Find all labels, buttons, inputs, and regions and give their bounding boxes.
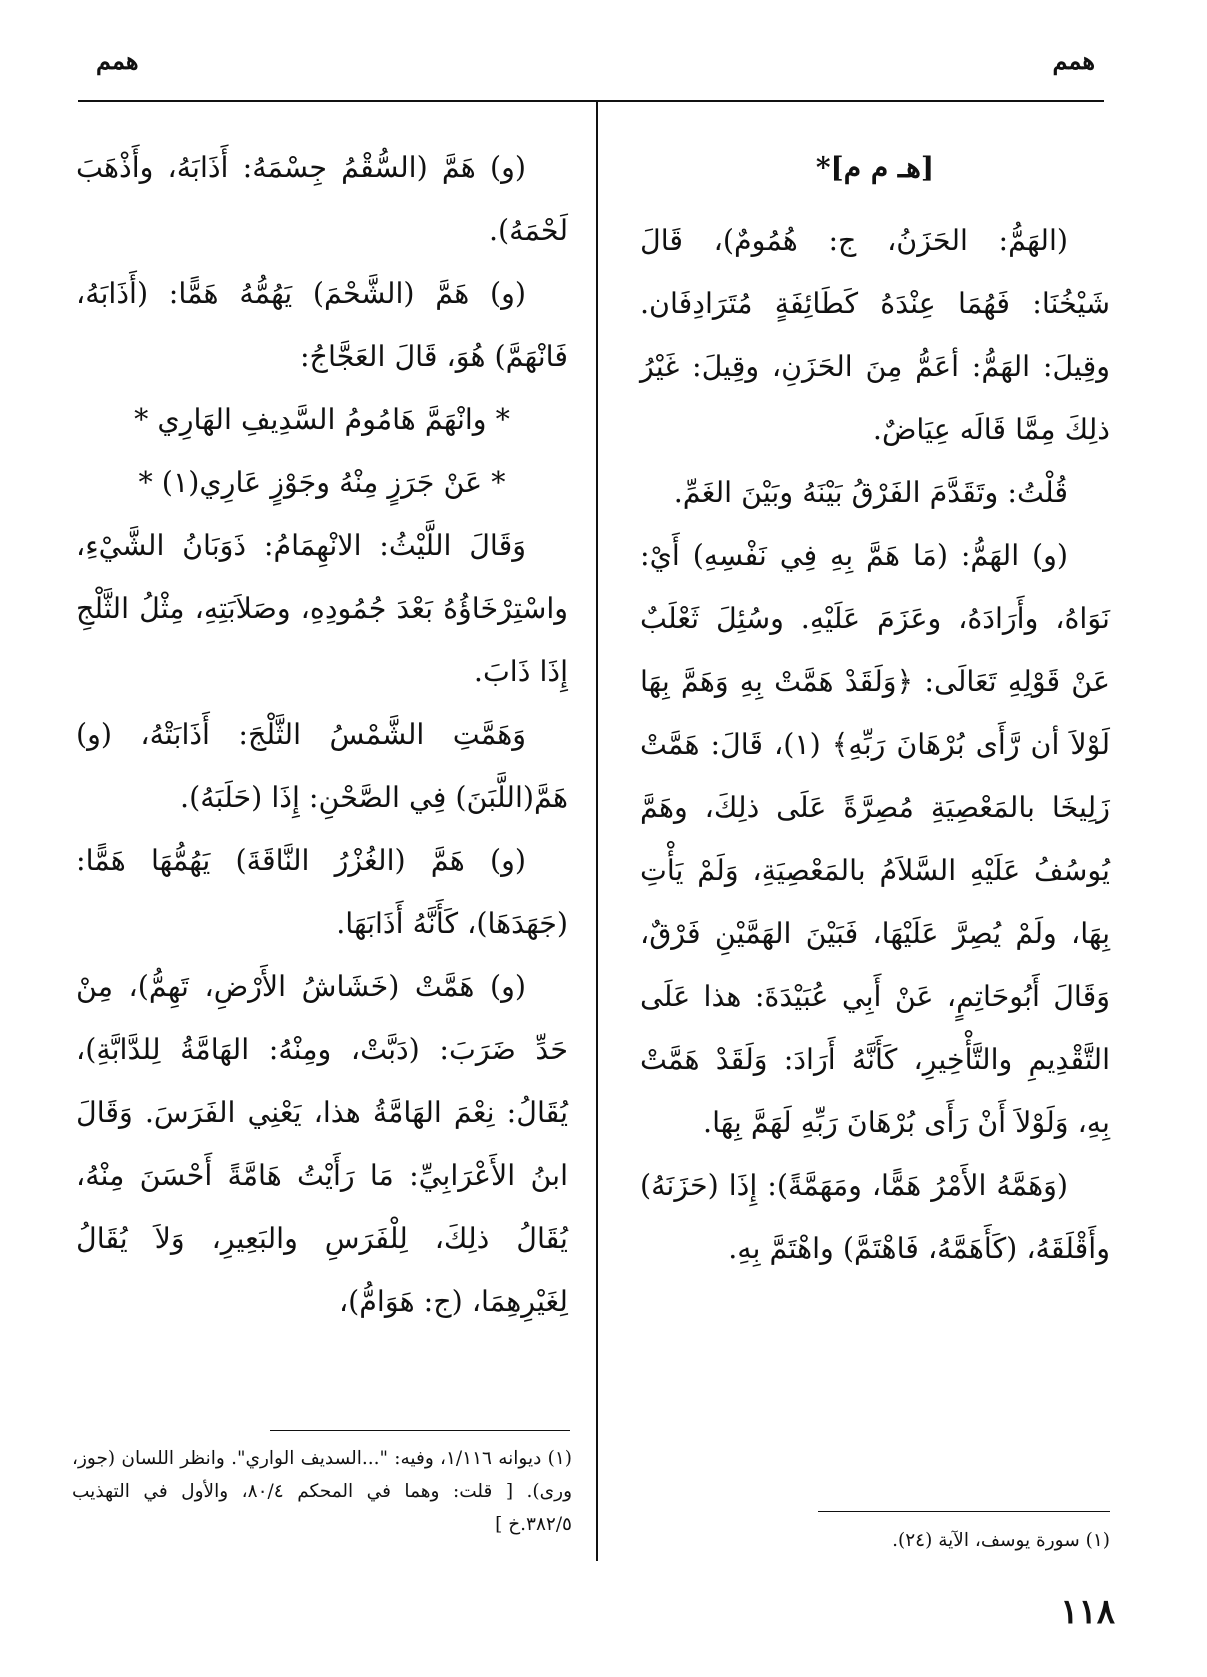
column-divider	[596, 101, 598, 1561]
paragraph: قُلْتُ: وتَقَدَّمَ الفَرْقُ بَيْنَهُ وبَيْنَ الغَمِّ.	[673, 476, 1068, 509]
page-number: ١١٨	[1060, 1592, 1115, 1632]
footnote-rule	[270, 1430, 570, 1431]
verse-line: * عَنْ جَرَزٍ مِنْهُ وجَوْزٍ عَارِي(١) *	[138, 466, 506, 499]
paragraph: وَهَمَّتِ الشَّمْسُ الثَّلْجَ: أَذَابَتْهُ، (و) هَمَّ(اللَّبَنَ) فِي الصَّحْنِ: إِذَا (حَلَبَهُ).	[76, 718, 568, 814]
entry-head: [هـ م م]*	[815, 151, 935, 184]
footnote-right	[640, 1524, 1110, 1557]
paragraph: وَقَالَ اللَّيْثُ: الانْهِمَامُ: ذَوَبَانُ الشَّيْءِ، واسْتِرْخَاؤُهُ بَعْدَ جُمُودِهِ، وصَلاَبَتِهِ، مِثْلُ الثَّلْجِ إِذَا ذَابَ.	[76, 529, 568, 688]
paragraph: (وَهَمَّهُ الأَمْرُ هَمًّا، ومَهَمَّةً): إِذَا (حَزَنَهُ) وأَقْلَقَهُ، (كَأَهَمَّهُ، فَاهْتَمَّ) واهْتَمَّ بِهِ.	[640, 1169, 1110, 1265]
footnote-rule	[818, 1511, 1110, 1512]
footnote-text: (١) ديوانه ١/١١٦، وفيه: "...السديف الواري". وانظر اللسان (جوز، ورى). [ قلت: وهما في المحكم ٨٠/٤، والأول في التهذيب ٣٨٢/٥.خ ]	[72, 1448, 572, 1535]
paragraph: (و) هَمَّتْ (خَشَاشُ الأَرْضِ، تَهِمُّ)، مِنْ حَدِّ ضَرَبَ: (دَبَّتْ، ومِنْهُ: الهَامَّةُ لِلدَّابَّةِ)، يُقَالُ: نِعْمَ الهَامَّةُ هذا، يَعْنِي الفَرَسَ. وَقَالَ ابنُ الأَعْرَابِيِّ: مَا رَأَيْتُ هَامَّةً أَحْسَنَ مِنْهُ، يُقَالُ ذلِكَ، لِلْفَرَسِ والبَعِيرِ، وَلاَ يُقَالُ لِغَيْرِهِمَا، (ج: هَوَامُّ)،	[76, 970, 568, 1318]
running-head-left: همم	[96, 46, 139, 75]
right-column	[640, 136, 1110, 1280]
paragraph: (و) الهَمُّ: (مَا هَمَّ بِهِ فِي نَفْسِهِ) أَيْ: نَوَاهُ، وأَرَادَهُ، وعَزَمَ عَلَيْهِ. وسُئِلَ ثَعْلَبٌ عَنْ قَوْلِهِ تَعَالَى: ﴿وَلَقَدْ هَمَّتْ بِهِ وَهَمَّ بِهَا لَوْلاَ أن رَّأَى بُرْهَانَ رَبِّهِ﴾ (١)، قَالَ: هَمَّتْ زَلِيخَا بالمَعْصِيَةِ مُصِرَّةً عَلَى ذلِكَ، وهَمَّ يُوسُفُ عَلَيْهِ السَّلاَمُ بالمَعْصِيَةِ، وَلَمْ يَأْتِ بِهَا، ولَمْ يُصِرَّ عَلَيْهَا، فَبَيْنَ الهَمَّيْنِ فَرْقٌ، وَقَالَ أَبُوحَاتِمٍ، عَنْ أَبِي عُبَيْدَةَ: هذا عَلَى التَّقْدِيمِ والتَّأْخِيرِ، كَأَنَّهُ أَرَادَ: وَلَقَدْ هَمَّتْ بِهِ، وَلَوْلاَ أَنْ رَأَى بُرْهَانَ رَبِّهِ لَهَمَّ بِهَا.	[640, 539, 1111, 1139]
left-column	[76, 136, 568, 1333]
verse-line: * وانْهَمَّ هَامُومُ السَّدِيفِ الهَارِي *	[134, 403, 510, 436]
paragraph: (و) هَمَّ (الغُزْرُ النَّاقَةَ) يَهُمُّهَا هَمًّا: (جَهَدَهَا)، كَأَنَّهُ أَذَابَهَا.	[76, 844, 568, 940]
header-rule	[78, 100, 1104, 102]
running-head-right: همم	[1052, 46, 1095, 75]
paragraph: (الهَمُّ: الحَزَنُ، ج: هُمُومٌ)، قَالَ شَيْخُنَا: فَهُمَا عِنْدَهُ كَطَائِفَةٍ مُتَرَادِفَان. وقِيلَ: الهَمُّ: أعَمُّ مِنَ الحَزَنِ، وقِيلَ: غَيْرُ ذلِكَ مِمَّا قَالَه عِيَاضٌ.	[640, 224, 1110, 446]
paragraph: (و) هَمَّ (الشَّحْمَ) يَهُمُّهُ هَمًّا: (أَذَابَهُ، فَانْهَمَّ) هُوَ، قَالَ العَجَّاجُ:	[76, 277, 568, 373]
paragraph: (و) هَمَّ (السُّقْمُ جِسْمَهُ: أَذَابَهُ، وأَذْهَبَ لَحْمَهُ).	[76, 151, 568, 247]
footnote-text: (١) سورة يوسف، الآية (٢٤).	[892, 1530, 1110, 1551]
footnote-left	[72, 1442, 572, 1541]
